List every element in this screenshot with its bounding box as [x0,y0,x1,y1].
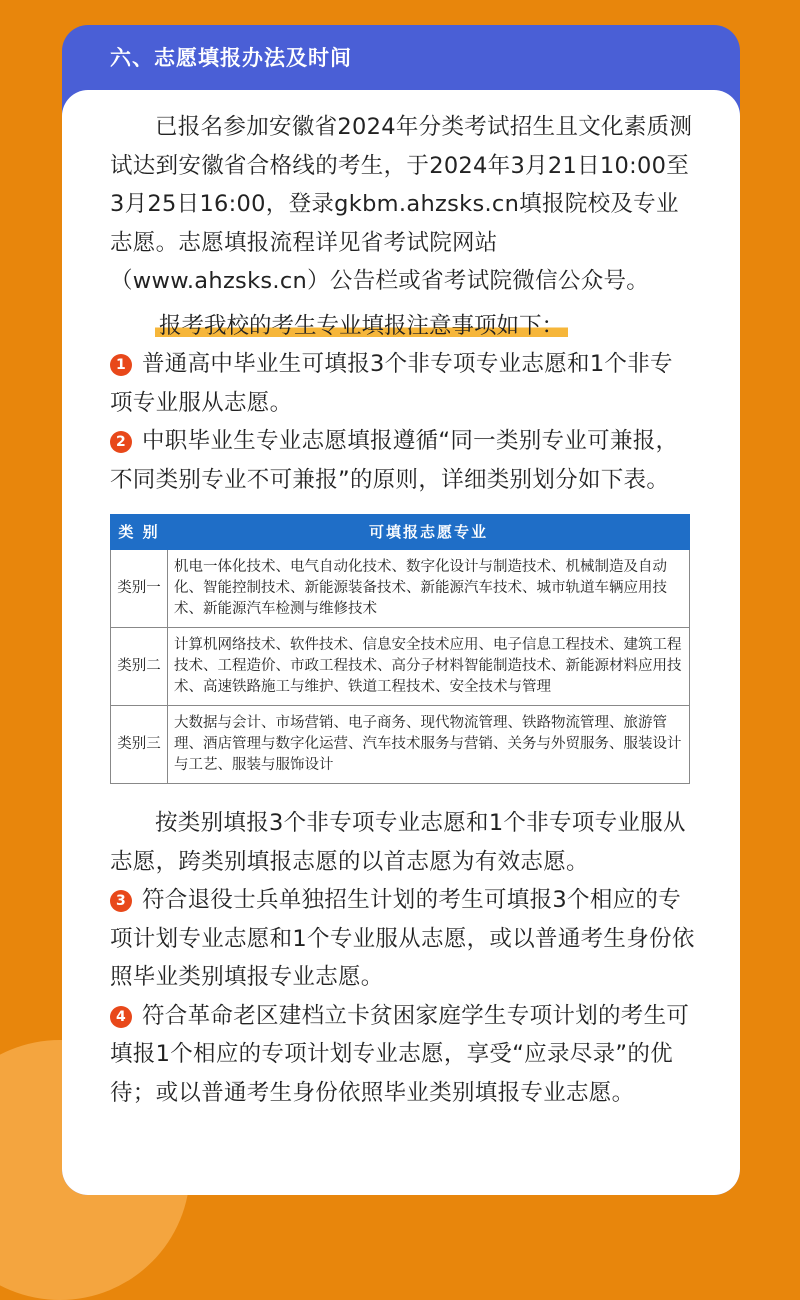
table-header-category: 类 别 [111,515,168,550]
table-cell-majors: 机电一体化技术、电气自动化技术、数字化设计与制造技术、机械制造及自动化、智能控制技术、新能源装备技术、新能源汽车技术、城市轨道车辆应用技术、新能源汽车检测与维修技术 [168,550,690,628]
table-row [111,628,690,706]
after-table-paragraph: 按类别填报3个非专项专业志愿和1个非专项专业服从志愿，跨类别填报志愿的以首志愿为有效志愿。 [110,810,686,875]
list-item-2 [110,422,695,499]
list-item-1 [110,345,695,422]
table-cell-category: 类别三 [111,706,168,784]
notice-heading-text: 报考我校的考生专业填报注意事项如下： [155,313,568,339]
list-item-4 [110,997,695,1113]
table-header-row [111,515,690,550]
table-row [111,550,690,628]
number-badge-icon: 3 [110,890,132,912]
table-cell-majors: 计算机网络技术、软件技术、信息安全技术应用、电子信息工程技术、建筑工程技术、工程造价、市政工程技术、高分子材料智能制造技术、新能源材料应用技术、高速铁路施工与维护、铁道工程技术、安全技术与管理 [168,628,690,706]
table-cell-category: 类别一 [111,550,168,628]
category-table [110,514,690,784]
content-body [110,108,695,1112]
notice-heading [110,307,695,346]
table-row [111,706,690,784]
list-item-text: 符合革命老区建档立卡贫困家庭学生专项计划的考生可填报1个相应的专项计划专业志愿，享受“应录尽录”的优待；或以普通考生身份依照毕业类别填报专业志愿。 [110,1002,690,1106]
section-title: 六、志愿填报办法及时间 [110,46,352,70]
list-item-text: 符合退役士兵单独招生计划的考生可填报3个相应的专项计划专业志愿和1个专业服从志愿，或以普通考生身份依照毕业类别填报专业志愿。 [110,887,695,990]
number-badge-icon: 4 [110,1006,132,1028]
list-item-text: 普通高中毕业生可填报3个非专项专业志愿和1个非专项专业服从志愿。 [110,351,673,416]
table-header-majors: 可填报志愿专业 [168,515,690,550]
intro-paragraph: 已报名参加安徽省2024年分类考试招生且文化素质测试达到安徽省合格线的考生，于2024年3月21日10:00至3月25日16:00，登录gkbm.ahzsks.cn填报院校及专业志愿。志愿填报流程详见省考试院网站（www.ahzsks.cn）公告栏或省考试院微信公众号。 [110,114,693,294]
number-badge-icon: 2 [110,431,132,453]
table-cell-category: 类别二 [111,628,168,706]
list-item-text: 中职毕业生专业志愿填报遵循“同一类别专业可兼报，不同类别专业不可兼报”的原则，详细类别划分如下表。 [110,428,679,493]
number-badge-icon: 1 [110,354,132,376]
list-item-3 [110,881,695,997]
table-cell-majors: 大数据与会计、市场营销、电子商务、现代物流管理、铁路物流管理、旅游管理、酒店管理与数字化运营、汽车技术服务与营销、关务与外贸服务、服装设计与工艺、服装与服饰设计 [168,706,690,784]
